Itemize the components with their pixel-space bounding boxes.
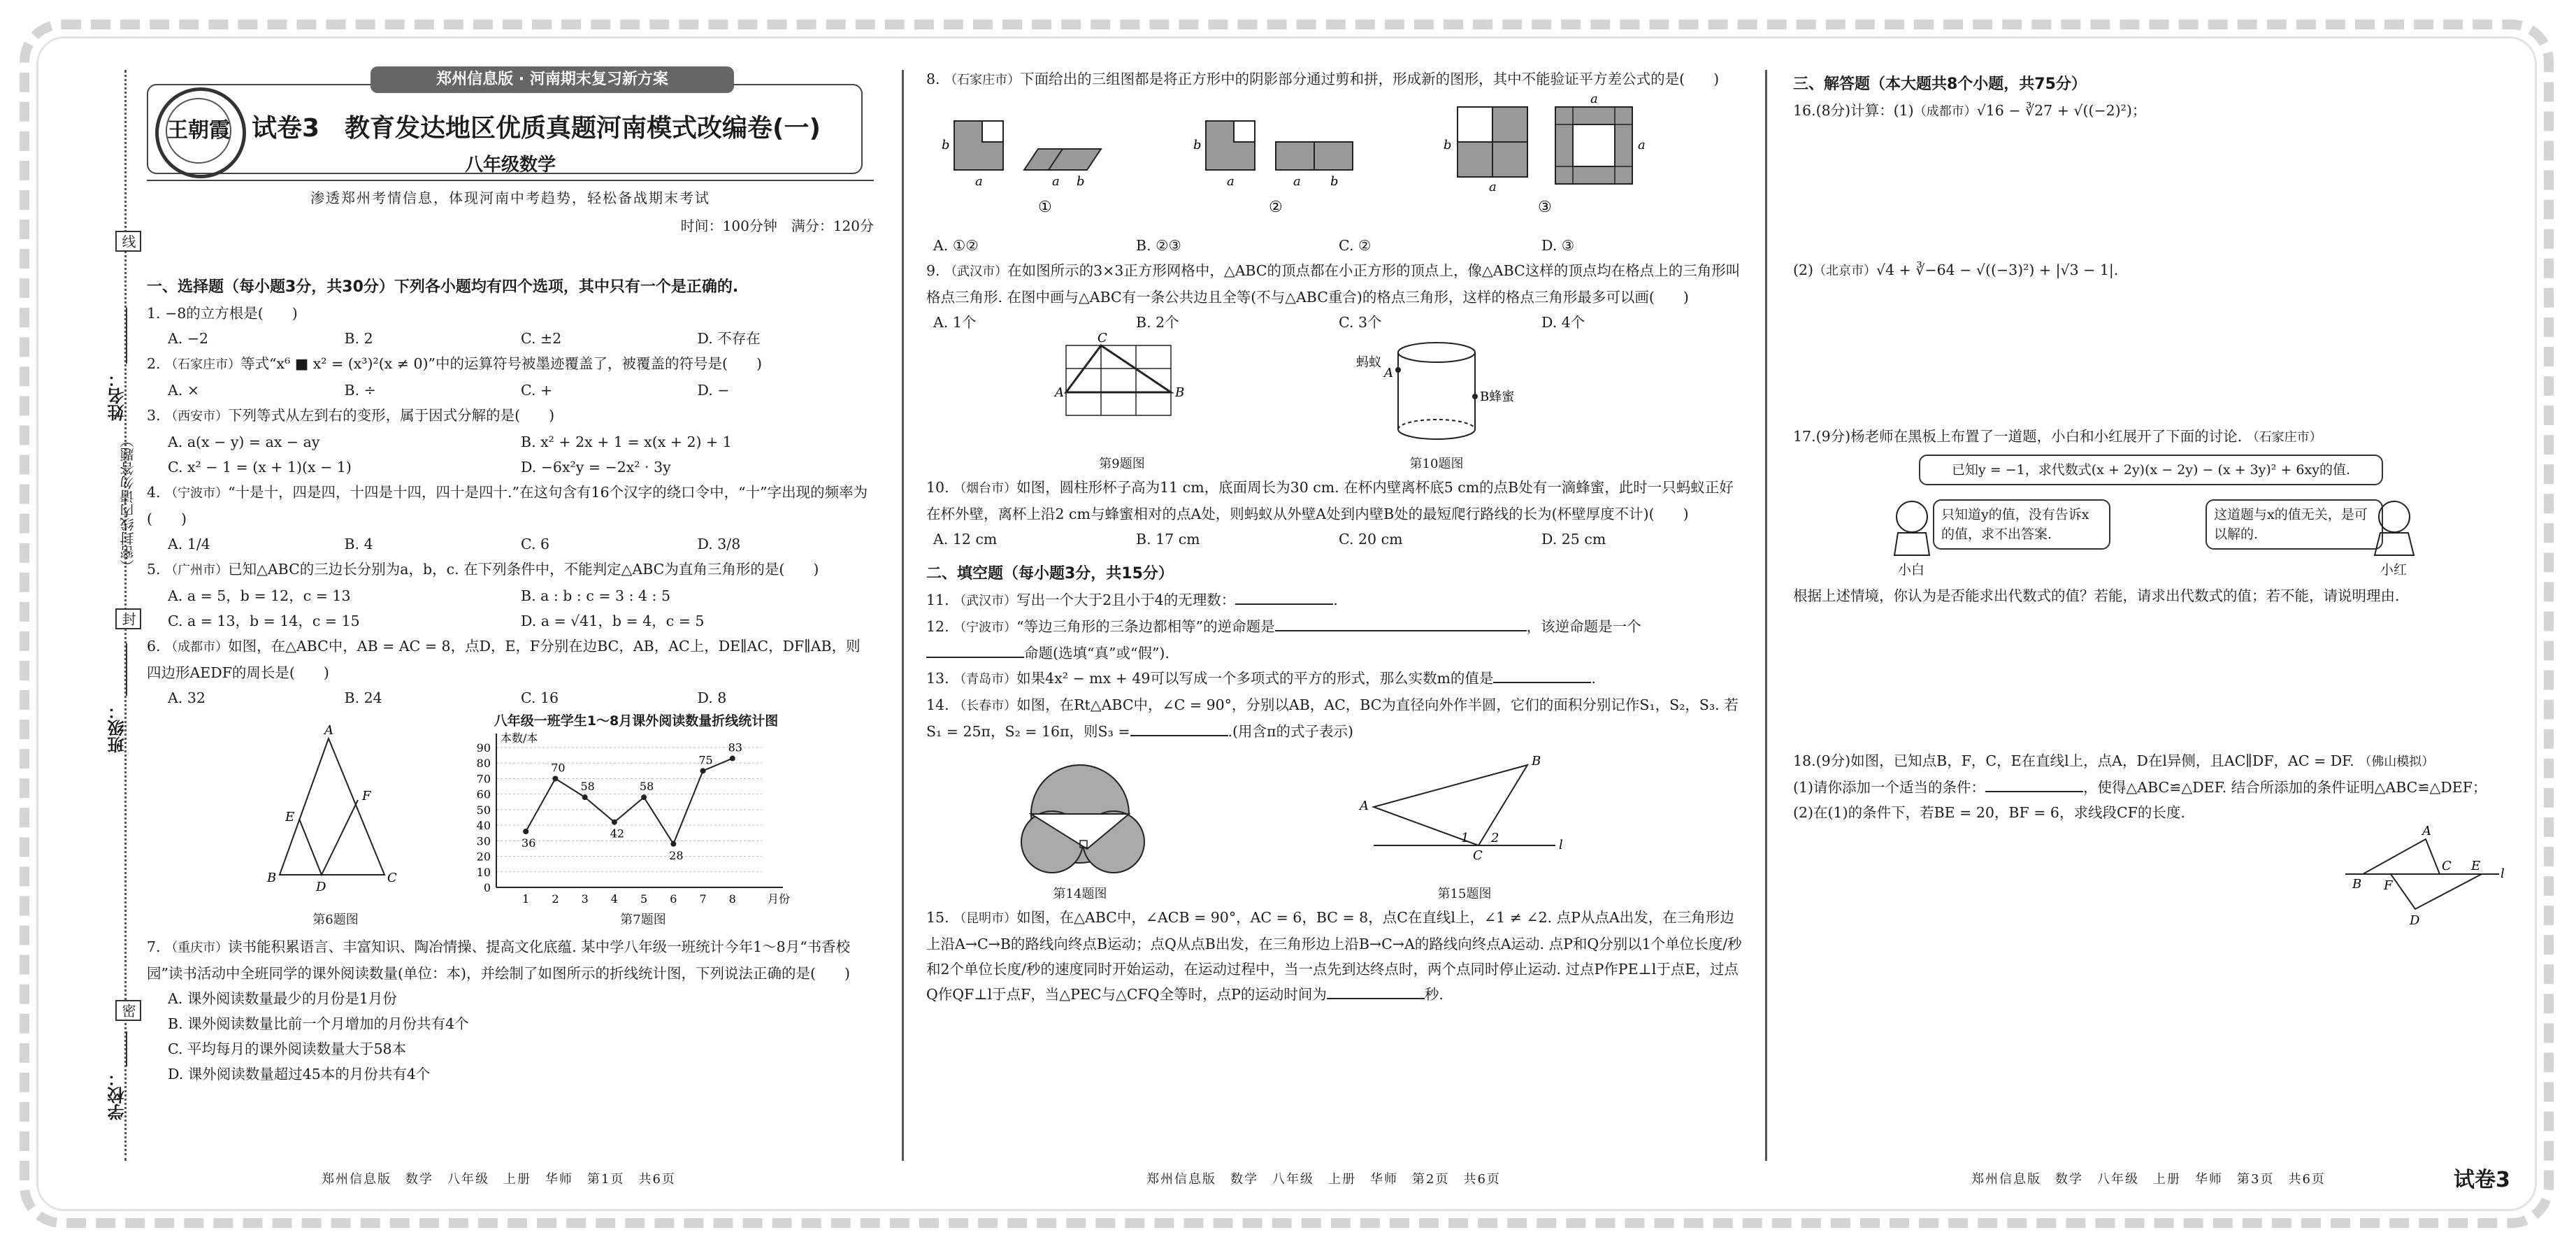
- seal-mark-seal: 封: [115, 608, 141, 629]
- figure-8-label-2: ②: [1269, 199, 1283, 216]
- exam-header: [147, 66, 874, 269]
- option[interactable]: C. 3个: [1339, 314, 1382, 331]
- name-label: 姓名：: [108, 371, 127, 421]
- answer-blank[interactable]: [1130, 735, 1228, 736]
- question-text-mid: ，该逆命题是一个: [1526, 618, 1641, 635]
- question-10: 10. （烟台市）如图，圆柱形杯子高为11 cm，底面周长为30 cm. 在杯内壁离杯底5 cm的点B处有一滴蜂蜜，此时一只蚂蚁正好在杯外壁，离杯上沿2 cm与蜂蜜相对的点A处，则蚂蚁从外壁A处到内壁B处的最短爬行路线的长为(杯壁厚度不计)( ): [926, 479, 1734, 522]
- option[interactable]: B. x² + 2x + 1 = x(x + 2) + 1: [521, 434, 732, 450]
- question-3: 3. （西安市）下列等式从左到右的变形，属于因式分解的是( ): [147, 407, 555, 424]
- question-source: （昆明市）: [954, 911, 1017, 926]
- svg-text:a: a: [1227, 174, 1235, 189]
- option[interactable]: C. +: [521, 382, 553, 399]
- question-text: 如图，在Rt△ABC中，∠C = 90°，分别以AB，AC，BC为直径向外作半圆，它们的面积分别记作S₁，S₂，S₃. 若S₁ = 25π，S₂ = 16π，则S₃ =: [926, 696, 1739, 740]
- option[interactable]: D. 4个: [1541, 314, 1585, 331]
- options-9: [926, 310, 1744, 335]
- figure-6-triangle: [252, 724, 419, 906]
- figure-8-label-1: ①: [1038, 199, 1052, 216]
- data-point: [700, 768, 706, 773]
- question-text-tail: .: [1591, 670, 1596, 687]
- exam-slogan: 渗透郑州考情信息，体现河南中考趋势，轻松备战期末考试: [310, 190, 710, 206]
- expression: √4 + ∛−64 − √((−3)²) + |√3 − 1|.: [1876, 262, 2119, 278]
- figure-14-15-drawings: [926, 744, 1730, 884]
- answer-blank[interactable]: [1985, 791, 2083, 792]
- options-3: [147, 429, 874, 480]
- school-label: 学校：: [108, 1070, 127, 1120]
- school-line: [126, 1031, 127, 1066]
- svg-text:A: A: [1384, 366, 1393, 380]
- data-label: 70: [551, 761, 566, 775]
- x-tick-label: 5: [640, 892, 648, 906]
- question-15: 15. （昆明市）如图，在△ABC中，∠ACB = 90°，AC = 6，BC = 8，点C在直线l上，∠1 ≠ ∠2. 点P从点A出发，在三角形边上沿A→C→B的路线向终点B运动；点Q从点B出发，在三角形边上沿B→C→A的路线向终点A运动. 点P和Q分别以1个单位长度/秒和2个单位长度/秒的速度同时开始运动，在运动过程中，当一点先到达终点时，两个点同时停止运动. 过点P作PE⊥l于点E，过点Q作QF⊥l于点F，当△PEC与△CFQ全等时，点P的运动时间为 秒.: [926, 909, 1742, 1003]
- question-12: 12. （宁波市）“等边三角形的三条边都相等”的逆命题是 ，该逆命题是一个 命题(选填“真”或“假”).: [926, 618, 1641, 662]
- data-point: [552, 775, 558, 781]
- answer-blank[interactable]: [1327, 998, 1425, 999]
- svg-text:F: F: [2384, 878, 2393, 893]
- page-1: [147, 66, 874, 1087]
- question-text-tail: ，使得△ABC≌△DEF. 结合所添加的条件证明△ABC≌△DEF；: [2083, 779, 2487, 796]
- figure-14-caption: 第14题图: [1053, 887, 1107, 901]
- speech-bubble-xiaobai: 只知道y的值，没有告诉x的值，求不出答案.: [1933, 499, 2110, 550]
- footer-page-1: 郑州信息版 数学 八年级 上册 华师 第1页 共6页: [322, 1172, 676, 1187]
- svg-text:a: a: [1489, 180, 1497, 194]
- y-tick-label: 30: [476, 834, 491, 848]
- exam-tag: 试卷3: [2454, 1168, 2510, 1192]
- question-text: 读书能积累语言、丰富知识、陶冶情操、提高文化底蕴. 某中学八年级一班统计今年1～8月“书香校园”读书活动中全班同学的课外阅读数量(单位：本)，并绘制了如图所示的折线统计图，下列说法正确的是( ): [147, 938, 851, 982]
- figure-18-drawing: [1793, 824, 2505, 937]
- option[interactable]: A. 课外阅读数量最少的月份是1月份: [168, 990, 397, 1007]
- option[interactable]: B. ②③: [1136, 237, 1181, 254]
- option[interactable]: A. 12 cm: [933, 531, 998, 548]
- option[interactable]: A. 1个: [933, 314, 977, 331]
- option[interactable]: D. 25 cm: [1541, 531, 1606, 548]
- options-4: [147, 531, 874, 557]
- option[interactable]: C. x² − 1 = (x + 1)(x − 1): [168, 459, 352, 476]
- question-text-tail: 命题(选填“真”或“假”).: [1024, 645, 1170, 662]
- option[interactable]: D. 3/8: [697, 536, 741, 552]
- svg-text:B: B: [2352, 877, 2362, 892]
- svg-text:D: D: [316, 880, 326, 894]
- class-line: [126, 643, 127, 696]
- fig10-honey-label: B蜂蜜: [1480, 389, 1515, 404]
- option[interactable]: B. 课外阅读数量比前一个月增加的月份共有4个: [168, 1015, 469, 1032]
- x-tick-label: 7: [699, 892, 707, 906]
- svg-text:b: b: [1444, 138, 1452, 152]
- figure-17-dialogue: [1793, 450, 2513, 583]
- y-tick-label: 20: [476, 850, 491, 864]
- question-text: 下列等式从左到右的变形，属于因式分解的是( ): [228, 407, 555, 424]
- seal-mark-secret: 密: [115, 1000, 141, 1021]
- x-tick-label: 6: [670, 892, 677, 906]
- svg-text:l: l: [2501, 866, 2505, 881]
- column-divider: [1765, 70, 1767, 1161]
- option[interactable]: A. 32: [168, 689, 206, 706]
- figure-15-caption: 第15题图: [1437, 887, 1492, 901]
- option[interactable]: D. −6x²y = −2x² · 3y: [521, 459, 671, 476]
- figure-8: [926, 93, 1744, 233]
- options-1: [147, 326, 874, 351]
- question-text: 写出一个大于2且小于4的无理数：: [1016, 592, 1236, 608]
- section-heading: 三、解答题（本大题共8个小题，共75分）: [1793, 76, 2087, 93]
- question-text: 在如图所示的3×3正方形网格中，△ABC的顶点都在小正方形的顶点上，像△ABC这样的顶点均在格点上的三角形叫格点三角形. 在图中画与△ABC有一条公共边且全等(不与△ABC重合)的格点三角形，这样的格点三角形最多可以画( ): [926, 262, 1741, 306]
- name-line: [126, 308, 127, 364]
- svg-text:a: a: [1052, 174, 1060, 189]
- question-text: 等式“x⁶ ■ x² = (x³)²(x ≠ 0)”中的运算符号被墨迹覆盖了，被覆盖的符号是( ): [240, 355, 763, 372]
- name-xiaobai: 小白: [1898, 562, 1925, 578]
- question-13: 13. （青岛市）如果4x² − mx + 49可以写成一个多项式的平方的形式，那么实数m的值是 .: [926, 670, 1596, 687]
- svg-text:a: a: [975, 174, 983, 189]
- data-label: 58: [639, 780, 654, 794]
- footer-page-2: 郑州信息版 数学 八年级 上册 华师 第2页 共6页: [1146, 1172, 1501, 1187]
- binding-strip: [42, 70, 136, 1161]
- option[interactable]: A. ×: [168, 382, 200, 399]
- svg-text:b: b: [942, 138, 950, 152]
- y-tick-label: 10: [476, 865, 491, 879]
- question-source: （石家庄市）: [944, 73, 1021, 87]
- y-tick-label: 0: [483, 881, 491, 894]
- figure-10-caption: 第10题图: [1409, 457, 1464, 471]
- question-8: 8. （石家庄市）下面给出的三组图都是将正方形中的阴影部分通过剪和拼，形成新的图形，其中不能验证平方差公式的是( ): [926, 71, 1720, 87]
- question-11: 11. （武汉市）写出一个大于2且小于4的无理数： .: [926, 592, 1338, 608]
- x-tick-label: 8: [728, 892, 736, 906]
- data-point: [641, 794, 647, 800]
- option[interactable]: B. 24: [344, 689, 382, 706]
- question-source: （武汉市）: [944, 264, 1008, 279]
- data-point: [612, 820, 617, 825]
- y-tick-label: 70: [476, 772, 491, 786]
- y-tick-label: 40: [476, 819, 491, 833]
- name-xiaohong: 小红: [2380, 562, 2408, 578]
- x-tick-label: 4: [610, 892, 618, 906]
- data-point: [582, 794, 588, 800]
- question-18-part-1: [1793, 775, 2513, 800]
- section-heading: 一、选择题（每小题3分，共30分）下列各小题均有四个选项，其中只有一个是正确的.: [147, 278, 739, 296]
- question-16-2: [1793, 257, 2513, 284]
- time-score: 时间：100分钟 满分：120分: [680, 217, 874, 234]
- svg-text:C: C: [2442, 859, 2452, 873]
- svg-text:F: F: [362, 789, 371, 803]
- svg-text:B: B: [267, 871, 277, 885]
- option[interactable]: B. a : b : c = 3 : 4 : 5: [521, 587, 671, 604]
- svg-text:C: C: [387, 871, 397, 885]
- question-17-prompt: 根据上述情境，你认为是否能求出代数式的值？若能，请求出代数式的值；若不能，请说明理由.: [1793, 587, 2400, 604]
- option[interactable]: B. 4: [344, 536, 373, 552]
- question-source: （北京市）: [1813, 264, 1877, 278]
- question-17: [1793, 424, 2513, 450]
- x-tick-label: 3: [581, 892, 589, 906]
- option[interactable]: C. 16: [521, 689, 559, 706]
- y-tick-label: 90: [476, 741, 491, 755]
- answer-blank[interactable]: [1235, 603, 1333, 605]
- seal-notice: （密封线内请勿答题）: [120, 434, 136, 573]
- question-4: 4. （宁波市）“十是十，四是四，十四是十四，四十是四十.”在这句含有16个汉字的绕口令中，“十”字出现的频率为( ): [147, 484, 868, 527]
- svg-text:C: C: [1098, 331, 1107, 345]
- option[interactable]: B. ÷: [344, 382, 376, 399]
- question-18: [1793, 748, 2513, 775]
- answer-blank[interactable]: [1493, 682, 1591, 683]
- option[interactable]: D. −: [697, 382, 730, 399]
- question-text: 如果4x² − mx + 49可以写成一个多项式的平方的形式，那么实数m的值是: [1016, 670, 1494, 687]
- chart-title: 八年级一班学生1～8月课外阅读数量折线统计图: [494, 713, 779, 729]
- page-2: [926, 66, 1744, 1007]
- svg-text:a: a: [1638, 138, 1646, 152]
- figure-7-caption: 第7题图: [620, 913, 666, 927]
- x-axis-label: 月份: [768, 892, 791, 906]
- question-9: 9. （武汉市）在如图所示的3×3正方形网格中，△ABC的顶点都在小正方形的顶点上，像△ABC这样的顶点均在格点上的三角形叫格点三角形. 在图中画与△ABC有一条公共边且全等(不与△ABC重合)的格点三角形，这样的格点三角形最多可以画( ): [926, 262, 1741, 306]
- seal-mark-line: 线: [115, 231, 141, 252]
- question-text-tail: .: [1333, 592, 1338, 608]
- column-divider: [902, 70, 904, 1161]
- figures-14-15: [926, 744, 1744, 905]
- option[interactable]: B. 17 cm: [1136, 531, 1200, 548]
- option[interactable]: B. 2个: [1136, 314, 1179, 331]
- y-tick-label: 60: [476, 787, 491, 801]
- svg-text:B: B: [1175, 385, 1185, 400]
- data-label: 83: [728, 741, 742, 755]
- question-source: （广州市）: [165, 563, 229, 578]
- svg-text:A: A: [1055, 385, 1064, 400]
- option[interactable]: B. 2: [344, 330, 373, 347]
- svg-text:2: 2: [1491, 831, 1499, 845]
- question-source: （宁波市）: [165, 486, 229, 501]
- question-text: “十是十，四是四，十四是十四，四十是四十.”在这句含有16个汉字的绕口令中，“十”字出现的频率为( ): [147, 484, 868, 527]
- data-label: 36: [521, 836, 536, 850]
- question-text: (1)请你添加一个适当的条件：: [1793, 779, 1986, 796]
- option[interactable]: C. ±2: [521, 330, 562, 347]
- svg-text:A: A: [2422, 824, 2431, 838]
- question-text: 如图，圆柱形杯子高为11 cm，底面周长为30 cm. 在杯内壁离杯底5 cm的点B处有一滴蜂蜜，此时一只蚂蚁正好在杯外壁，离杯上沿2 cm与蜂蜜相对的点A处，则蚂蚁从外壁A处到内壁B处的最短爬行路线的长为(杯壁厚度不计)( ): [926, 479, 1734, 522]
- question-text: 16.(8分)计算：(1): [1793, 102, 1914, 119]
- options-2: [147, 378, 874, 403]
- answer-blank[interactable]: [926, 657, 1024, 658]
- blackboard-problem: 已知y = −1，求代数式(x + 2y)(x − 2y) − (x + 3y)² + 6xy的值.: [1919, 455, 2383, 485]
- question-source: （石家庄市）: [2246, 430, 2322, 445]
- figure-18: [1793, 825, 2513, 937]
- question-text: (2): [1793, 262, 1814, 278]
- header-rule: [147, 180, 874, 181]
- edition-banner: 郑州信息版 · 河南期末复习新方案: [370, 66, 734, 93]
- question-1: 1. −8的立方根是( ): [147, 305, 298, 322]
- options-6: [147, 685, 874, 710]
- question-text: 如图，在△ABC中，∠ACB = 90°，AC = 6，BC = 8，点C在直线l上，∠1 ≠ ∠2. 点P从点A出发，在三角形边上沿A→C→B的路线向终点B运动；点Q从点B出发，在三角形边上沿B→C→A的路线向终点A运动. 点P和Q分别以1个单位长度/秒和2个单位长度/秒的速度同时开始运动，在运动过程中，当一点先到达终点时，两个点同时停止运动. 过点P作PE⊥l于点E，过点Q作QF⊥l于点F，当△PEC与△CFQ全等时，点P的运动时间为: [926, 909, 1742, 1003]
- y-tick-label: 80: [476, 757, 491, 771]
- figure-7-line-chart: [447, 730, 839, 912]
- svg-text:B: B: [1532, 754, 1541, 769]
- question-source: （成都市）: [165, 640, 229, 655]
- svg-text:a: a: [1590, 92, 1598, 106]
- data-label: 75: [698, 753, 713, 767]
- question-source: （青岛市）: [954, 672, 1017, 687]
- question-text: 下面给出的三组图都是将正方形中的阴影部分通过剪和拼，形成新的图形，其中不能验证平方差公式的是( ): [1020, 71, 1720, 87]
- option[interactable]: A. ①②: [933, 237, 979, 254]
- question-6: 6. （成都市）如图，在△ABC中，AB = AC = 8，点D，E，F分别在边BC，AB，AC上，DE∥AC，DF∥AB，则四边形AEDF的周长是( ): [147, 638, 861, 681]
- svg-text:b: b: [1193, 138, 1202, 152]
- question-text: 如图，在△ABC中，AB = AC = 8，点D，E，F分别在边BC，AB，AC上，DE∥AC，DF∥AB，则四边形AEDF的周长是( ): [147, 638, 861, 681]
- figure-6-caption: 第6题图: [312, 913, 359, 927]
- figure-8-label-3: ③: [1538, 199, 1552, 216]
- speech-bubble-xiaohong: 这道题与x的值无关，是可以解的.: [2206, 499, 2383, 550]
- svg-text:E: E: [2471, 859, 2481, 873]
- option[interactable]: A. 1/4: [168, 536, 210, 552]
- option[interactable]: D. 不存在: [697, 330, 761, 347]
- option[interactable]: A. a(x − y) = ax − ay: [168, 434, 320, 450]
- question-source: （长春市）: [954, 699, 1017, 713]
- y-tick-label: 50: [476, 803, 491, 817]
- section-heading: 二、填空题（每小题3分，共15分）: [926, 565, 1174, 582]
- question-text: “等边三角形的三条边都相等”的逆命题是: [1016, 618, 1275, 635]
- question-5: 5. （广州市）已知△ABC的三边长分别为a，b，c. 在下列条件中，不能判定△ABC为直角三角形的是( ): [147, 561, 819, 578]
- data-label: 28: [669, 848, 684, 862]
- question-source: （佛山模拟）: [2359, 755, 2435, 769]
- logo-text: 王朝霞: [166, 98, 231, 164]
- options-5: [147, 583, 874, 634]
- footer-page-3: 郑州信息版 数学 八年级 上册 华师 第3页 共6页: [1971, 1172, 2326, 1187]
- figures-9-10: [926, 331, 1744, 475]
- question-text: 18.(9分)如图，已知点B，F，C，E在直线l上，点A，D在l异侧，且AC∥DF，AC = DF.: [1793, 752, 2354, 769]
- expression: √16 − ∛27 + √((−2)²)；: [1976, 102, 2147, 119]
- data-point: [523, 829, 528, 834]
- svg-text:b: b: [1077, 174, 1085, 189]
- option[interactable]: C. ②: [1339, 237, 1372, 254]
- option[interactable]: A. −2: [168, 330, 209, 347]
- svg-text:l: l: [1559, 838, 1563, 852]
- data-point: [670, 841, 676, 847]
- options-8: [926, 233, 1744, 258]
- option[interactable]: C. a = 13，b = 14，c = 15: [168, 613, 360, 629]
- svg-text:D: D: [2410, 913, 2420, 928]
- question-text: 17.(9分)杨老师在黑板上布置了一道题，小白和小红展开了下面的讨论.: [1793, 428, 2243, 445]
- question-source: （烟台市）: [954, 481, 1017, 496]
- svg-text:A: A: [1360, 799, 1369, 813]
- y-axis-label: 本数/本: [501, 731, 538, 745]
- svg-text:1: 1: [1461, 831, 1469, 845]
- fig10-ant-label: 蚂蚁: [1356, 355, 1381, 370]
- exam-title: 试卷3 教育发达地区优质真题河南模式改编卷(一): [252, 114, 821, 143]
- options-10: [926, 527, 1744, 552]
- svg-text:a: a: [1293, 174, 1301, 189]
- option[interactable]: C. 6: [521, 536, 550, 552]
- option[interactable]: C. 平均每月的课外阅读数量大于58本: [168, 1041, 407, 1057]
- question-16-1: [1793, 98, 2513, 124]
- answer-blank[interactable]: [1275, 630, 1527, 631]
- question-text-tail: .(用含π的式子表示): [1228, 723, 1354, 740]
- question-text-tail: 秒.: [1424, 986, 1444, 1003]
- class-label: 班级：: [108, 703, 127, 753]
- question-source: （宁波市）: [954, 620, 1017, 635]
- question-18-part-2: (2)在(1)的条件下，若BE = 20，BF = 6，求线段CF的长度.: [1793, 804, 2185, 821]
- option[interactable]: A. a = 5，b = 12，c = 13: [168, 587, 351, 604]
- question-2: 2. （石家庄市）等式“x⁶ ■ x² = (x³)²(x ≠ 0)”中的运算符号被墨迹覆盖了，被覆盖的符号是( ): [147, 355, 763, 372]
- x-tick-label: 1: [522, 892, 530, 906]
- question-text: 已知△ABC的三边长分别为a，b，c. 在下列条件中，不能判定△ABC为直角三角形的是( ): [228, 561, 819, 578]
- question-source: （西安市）: [165, 409, 229, 424]
- question-7: 7. （重庆市）读书能积累语言、丰富知识、陶冶情操、提高文化底蕴. 某中学八年级一班统计今年1～8月“书香校园”读书活动中全班同学的课外阅读数量(单位：本)，并绘制了如图所示的折线统计图，下列说法正确的是( ): [147, 938, 851, 982]
- question-source: （石家庄市）: [165, 357, 241, 372]
- question-source: （重庆市）: [165, 941, 229, 955]
- option[interactable]: D. ③: [1541, 237, 1575, 254]
- figure-8-squares: [926, 93, 1730, 233]
- option[interactable]: D. 课外阅读数量超过45本的月份共有4个: [168, 1066, 431, 1082]
- exam-subtitle: 八年级数学: [464, 155, 556, 176]
- svg-text:b: b: [1330, 174, 1339, 189]
- figures-6-7: [147, 710, 874, 934]
- svg-text:A: A: [324, 723, 333, 738]
- option[interactable]: C. 20 cm: [1339, 531, 1403, 548]
- question-14: 14. （长春市）如图，在Rt△ABC中，∠C = 90°，分别以AB，AC，BC为直径向外作半圆，它们的面积分别记作S₁，S₂，S₃. 若S₁ = 25π，S₂ = 16π，则S₃ = .(用含π的式子表示): [926, 696, 1739, 740]
- svg-text:E: E: [285, 810, 295, 824]
- svg-text:C: C: [1473, 848, 1483, 863]
- data-point: [730, 756, 735, 762]
- data-label: 58: [580, 780, 595, 794]
- data-label: 42: [610, 827, 625, 841]
- figure-9-10-drawings: [926, 331, 1730, 454]
- figure-9-caption: 第9题图: [1099, 457, 1145, 471]
- x-tick-label: 2: [552, 892, 559, 906]
- question-source: （成都市）: [1913, 104, 1977, 119]
- option[interactable]: D. 8: [697, 689, 727, 706]
- question-source: （武汉市）: [954, 594, 1017, 608]
- option[interactable]: D. a = √41，b = 4，c = 5: [521, 613, 705, 629]
- page-3: [1793, 66, 2513, 937]
